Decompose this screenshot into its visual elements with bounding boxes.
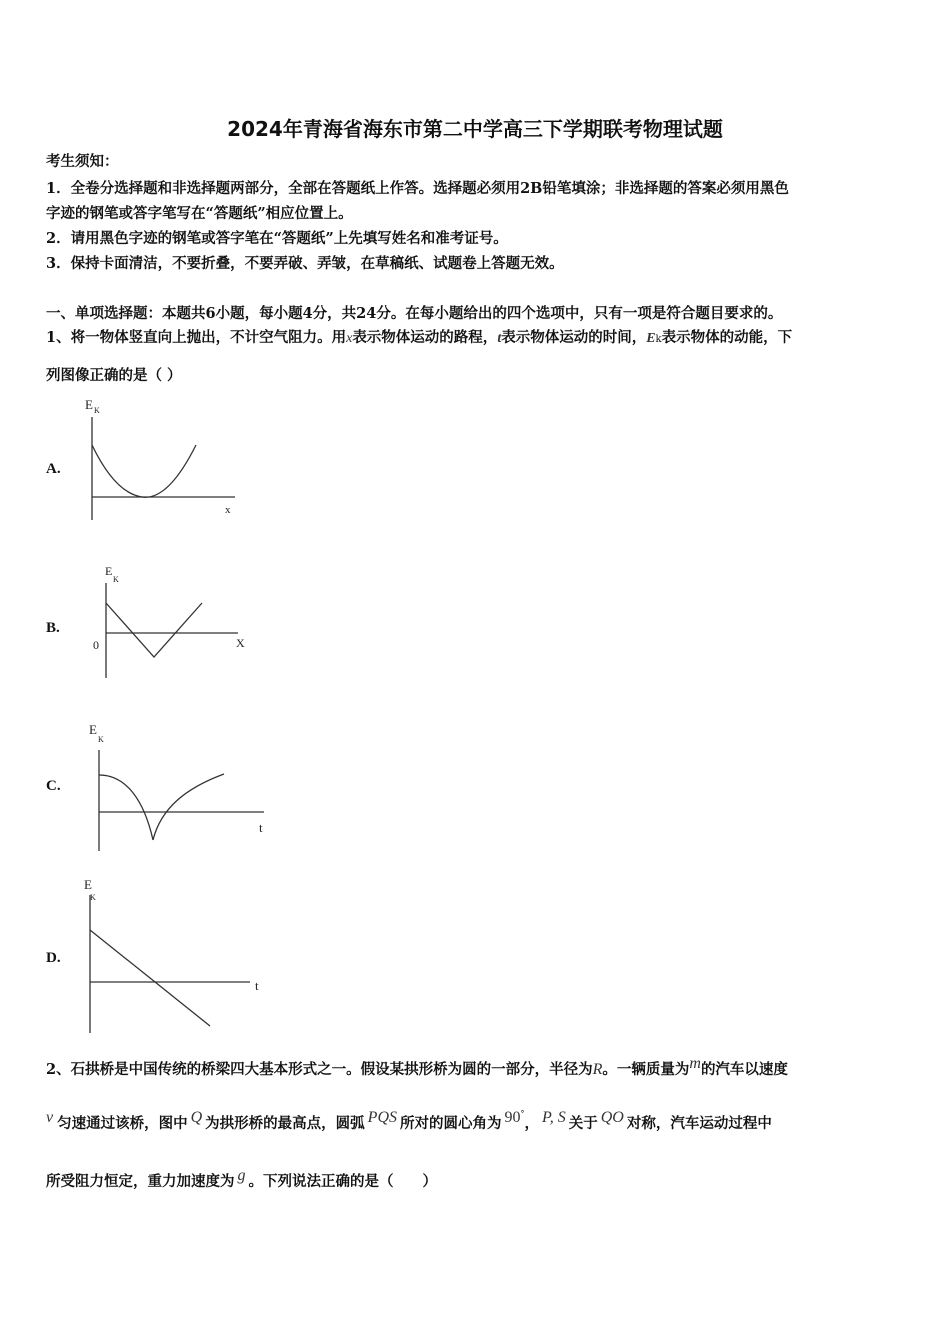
option-d-axis-y-label: E [84, 877, 92, 892]
question-1-line-1 [46, 326, 792, 347]
option-c-axis-y-sub: K [98, 735, 104, 744]
notice-item-3: 3．保持卡面清洁，不要折叠，不要弄破、弄皱，在草稿纸、试题卷上答题无效。 [46, 255, 564, 272]
option-a-label: A. [46, 461, 61, 477]
q2-var-R: R [592, 1061, 603, 1078]
q2-var-v: v [46, 1109, 54, 1126]
option-b-graph [88, 563, 258, 681]
q2-angle: 90 [504, 1109, 521, 1126]
question-1-line-2: 列图像正确的是（ ） [46, 367, 182, 384]
page-title: 2024年青海省海东市第二中学高三下学期联考物理试题 [227, 117, 723, 141]
q2-text-1b: 。一辆质量为 [602, 1061, 690, 1078]
q2-var-Q: Q [190, 1109, 203, 1126]
q2-text-2f: 对称，汽车运动过程中 [626, 1115, 772, 1132]
notice-heading: 考生须知： [46, 153, 119, 170]
q2-var-m: m [689, 1055, 701, 1072]
option-d-axis-x-label: t [255, 978, 259, 993]
option-c-graph [86, 720, 276, 855]
q1-var-k: k [655, 334, 662, 345]
option-b-curve [106, 603, 202, 657]
q1-text-3: 表示物体运动的时间， [501, 329, 647, 346]
q1-var-E: E [646, 331, 656, 346]
option-d-label: D. [46, 950, 61, 966]
q1-text-4: 表示物体的动能，下 [661, 329, 793, 346]
option-b-label: B. [46, 620, 60, 636]
q2-text-2b: 为拱形桥的最高点，圆弧 [205, 1115, 365, 1132]
q2-text-2e: 关于 [568, 1115, 598, 1132]
q2-text-1c: 的汽车以速度 [700, 1061, 788, 1078]
q1-var-x: x [346, 331, 353, 346]
question-2-line-1 [46, 1055, 788, 1079]
notice-item-2: 2．请用黑色字迹的钢笔或答字笔在“答题纸”上先填写姓名和准考证号。 [46, 230, 508, 247]
q2-text-2a: 匀速通过该桥，图中 [57, 1115, 188, 1132]
q1-text-1: 1、将一物体竖直向上抛出，不计空气阻力。用 [46, 329, 347, 346]
option-b-axis-y-label: E [105, 564, 113, 578]
option-c-axis-x-label: t [259, 820, 263, 835]
option-a-axis-y-sub: K [94, 406, 100, 415]
q2-text-2c: 所对的圆心角为 [400, 1115, 502, 1132]
q2-var-QO: QO [600, 1109, 624, 1126]
option-c-curve-right [153, 774, 224, 840]
q2-text-3a: 所受阻力恒定，重力加速度为 [46, 1173, 235, 1190]
option-a-axis-y-label: E [85, 397, 93, 412]
option-b-origin-label: 0 [93, 638, 99, 652]
option-a-curve [92, 445, 196, 497]
option-d-line [90, 930, 210, 1026]
option-a-graph [80, 395, 250, 520]
option-c-curve-left [99, 775, 153, 840]
q2-var-PQS: PQS [367, 1109, 397, 1126]
question-2-line-2 [46, 1109, 772, 1133]
q2-text-1a: 2、石拱桥是中国传统的桥梁四大基本形式之一。假设某拱形桥为圆的一部分，半径为 [46, 1061, 593, 1078]
q2-var-PS: P, S [542, 1109, 566, 1126]
q2-text-2d: ， [524, 1115, 539, 1132]
option-c-axis-y-label: E [89, 722, 97, 737]
notice-item-1-cont: 字迹的钢笔或答字笔写在“答题纸”相应位置上。 [46, 205, 353, 222]
question-2-line-3 [46, 1167, 437, 1191]
notice-item-1: 1．全卷分选择题和非选择题两部分，全部在答题纸上作答。选择题必须用2B铅笔填涂；非选择题的答案必须用黑色 [46, 180, 789, 197]
q2-text-3b: 。下列说法正确的是（ ） [248, 1173, 437, 1190]
q1-text-2: 表示物体运动的路程， [352, 329, 498, 346]
option-b-axis-y-sub: K [113, 575, 119, 584]
q2-var-g: g [237, 1167, 246, 1184]
option-b-axis-x-label: X [236, 636, 245, 650]
q2-degree: ° [520, 1109, 525, 1119]
section-heading: 一、单项选择题：本题共6小题，每小题4分，共24分。在每小题给出的四个选项中，只有一项是符合题目要求的。 [46, 305, 783, 322]
option-c-label: C. [46, 778, 61, 794]
q1-var-t: t [497, 331, 502, 346]
option-d-graph [80, 873, 270, 1033]
option-a-axis-x-label: x [225, 504, 231, 516]
option-d-axis-y-sub: K [90, 893, 96, 902]
